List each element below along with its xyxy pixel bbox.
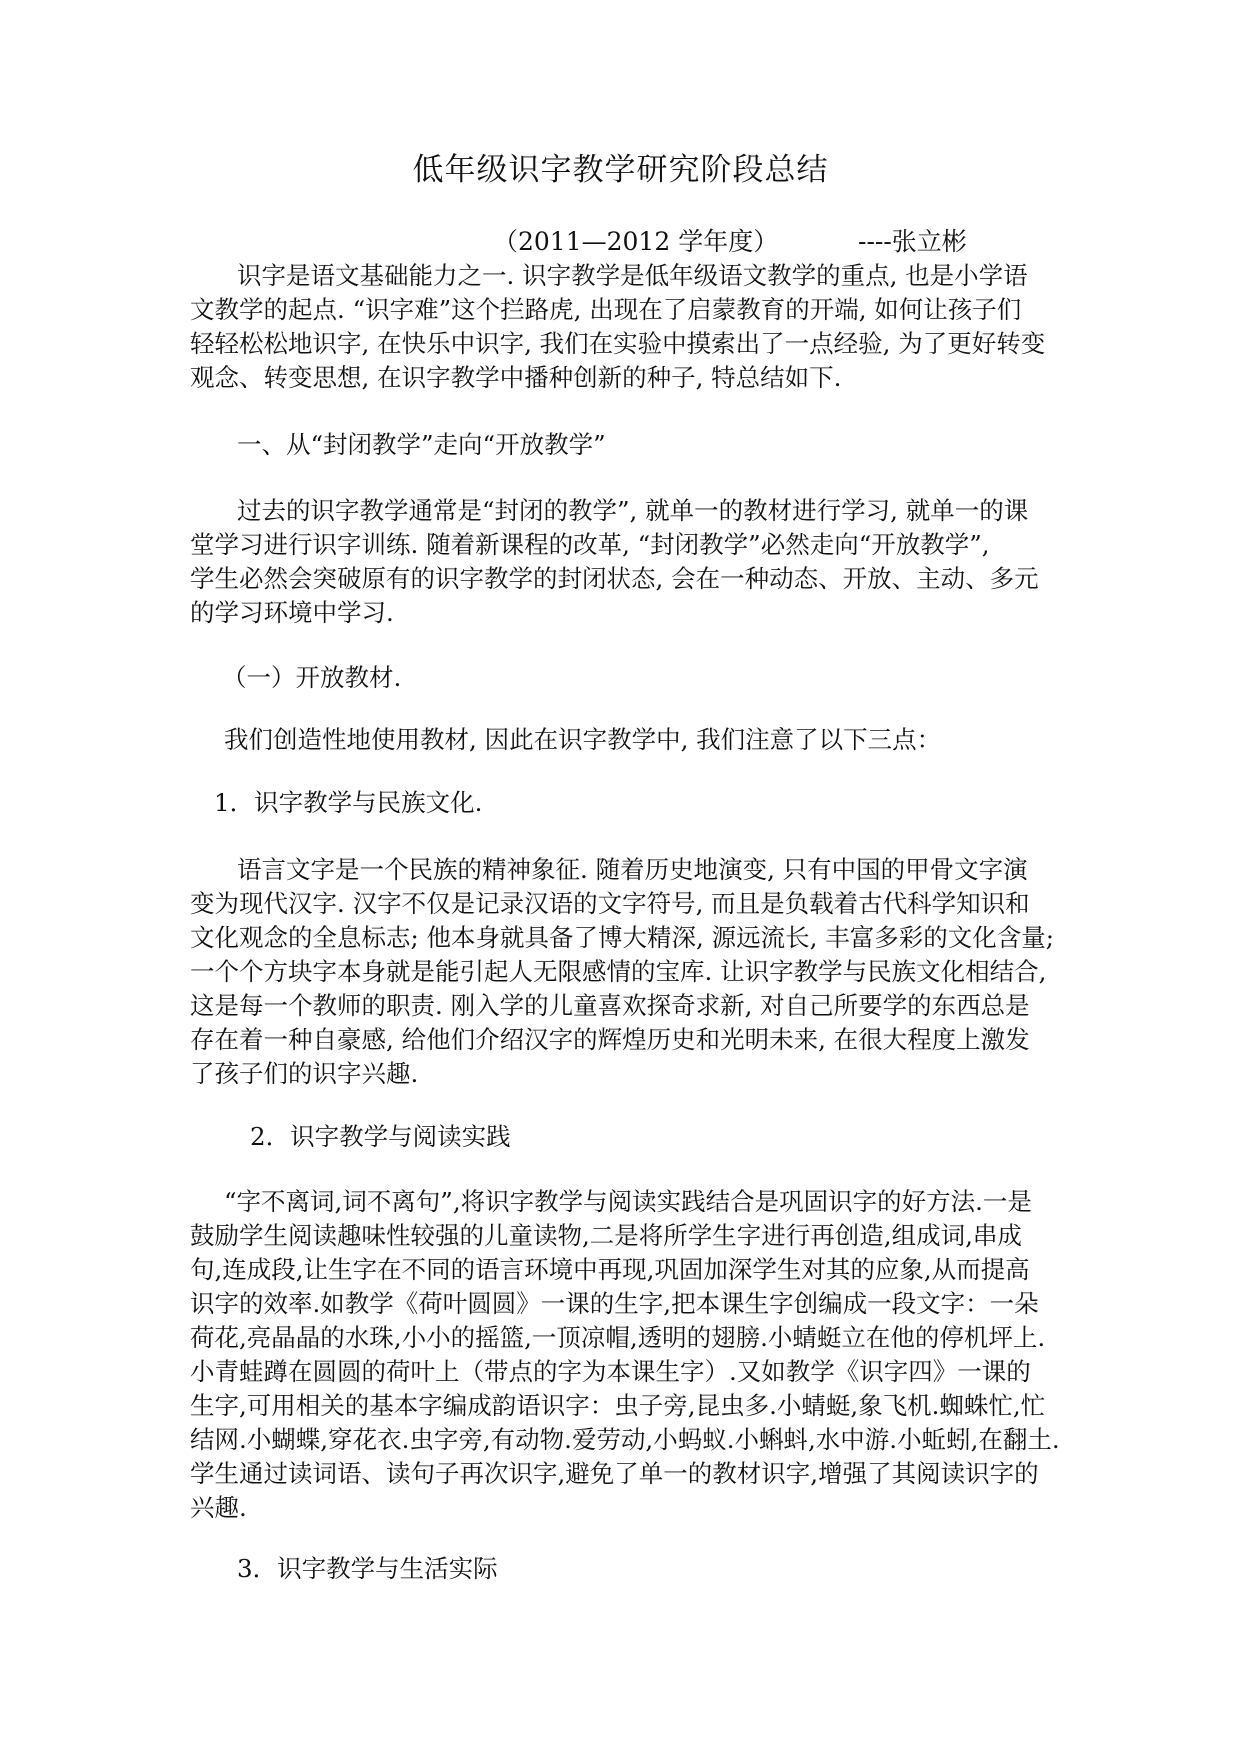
para-4-line-10: 兴趣.	[190, 1493, 247, 1522]
para-4-line-4: 识字的效率.如教学《荷叶圆圆》一课的生字,把本课生字创编成一段文字：一朵	[190, 1289, 1039, 1318]
item-heading-3: 3．识字教学与生活实际	[237, 1554, 498, 1583]
para-1-line-1: 过去的识字教学通常是“封闭的教学”, 就单一的教材进行学习, 就单一的课	[237, 496, 1029, 525]
para-4-line-7: 生字,可用相关的基本字编成韵语识字：虫子旁,昆虫多.小蜻蜓,象飞机.蜘蛛忙,忙	[190, 1391, 1046, 1420]
para-4-line-9: 学生通过读词语、读句子再次识字,避免了单一的教材识字,增强了其阅读识字的	[190, 1459, 1039, 1488]
intro-line-4: 观念、转变思想, 在识字教学中播种创新的种子, 特总结如下.	[190, 363, 842, 392]
para-1-line-4: 的学习环境中学习.	[190, 598, 394, 627]
intro-line-3: 轻轻松松地识字, 在快乐中识字, 我们在实验中摸索出了一点经验, 为了更好转变	[190, 329, 1046, 358]
para-4-line-2: 鼓励学生阅读趣味性较强的儿童读物,二是将所学生字进行再创造,组成词,串成	[190, 1221, 1022, 1250]
para-3-line-6: 存在着一种自豪感, 给他们介绍汉字的辉煌历史和光明未来, 在很大程度上激发	[190, 1025, 1030, 1054]
para-3-line-3: 文化观念的全息标志; 他本身就具备了博大精深, 源远流长, 丰富多彩的文化含量;	[190, 923, 1054, 952]
para-3-line-4: 一个个方块字本身就是能引起人无限感情的宝库. 让识字教学与民族文化相结合,	[190, 957, 1047, 986]
item-heading-2: 2．识字教学与阅读实践	[250, 1122, 511, 1151]
para-4-line-5: 荷花,亮晶晶的水珠,小小的摇篮,一顶凉帽,透明的翅膀.小蜻蜓立在他的停机坪上.	[190, 1323, 1046, 1352]
subsection-heading-1: （一）开放教材.	[222, 663, 402, 692]
para-3-line-1: 语言文字是一个民族的精神象征. 随着历史地演变, 只有中国的甲骨文字演	[237, 855, 1028, 884]
item-heading-1: 1．识字教学与民族文化.	[214, 788, 483, 817]
author-name: ----张立彬	[858, 227, 967, 256]
para-4-line-8: 结网.小蝴蝶,穿花衣.虫字旁,有动物.爱劳动,小蚂蚁.小蝌蚪,水中游.小蚯蚓,在翻土.	[190, 1425, 1060, 1454]
para-4-line-3: 句,连成段,让生字在不同的语言环境中再现,巩固加深学生对其的应象,从而提高	[190, 1255, 1030, 1284]
para-3-line-5: 这是每一个教师的职责. 刚入学的儿童喜欢探奇求新, 对自己所要学的东西总是	[190, 991, 1030, 1020]
para-1-line-3: 学生必然会突破原有的识字教学的封闭状态, 会在一种动态、开放、主动、多元	[190, 564, 1039, 593]
para-2-line-1: 我们创造性地使用教材, 因此在识字教学中, 我们注意了以下三点：	[224, 725, 942, 754]
intro-line-2: 文教学的起点. “识字难”这个拦路虎, 出现在了启蒙教育的开端, 如何让孩子们	[190, 295, 1022, 324]
section-heading-1: 一、从“封闭教学”走向“开放教学”	[237, 430, 606, 459]
para-4-line-6: 小青蛙蹲在圆圆的荷叶上（带点的字为本课生字）.又如教学《识字四》一课的	[190, 1357, 1031, 1386]
para-4-line-1: “字不离词,词不离句”,将识字教学与阅读实践结合是巩固识字的好方法.一是	[224, 1187, 1032, 1216]
para-3-line-7: 了孩子们的识字兴趣.	[190, 1059, 419, 1088]
document-title: 低年级识字教学研究阶段总结	[412, 152, 829, 188]
school-year: （2011—2012 学年度）	[493, 227, 779, 256]
intro-line-1: 识字是语文基础能力之一. 识字教学是低年级语文教学的重点, 也是小学语	[237, 261, 1028, 290]
para-3-line-2: 变为现代汉字. 汉字不仅是记录汉语的文字符号, 而且是负载着古代科学知识和	[190, 889, 1030, 918]
para-1-line-2: 堂学习进行识字训练. 随着新课程的改革, “封闭教学”必然走向“开放教学”,	[190, 530, 990, 559]
